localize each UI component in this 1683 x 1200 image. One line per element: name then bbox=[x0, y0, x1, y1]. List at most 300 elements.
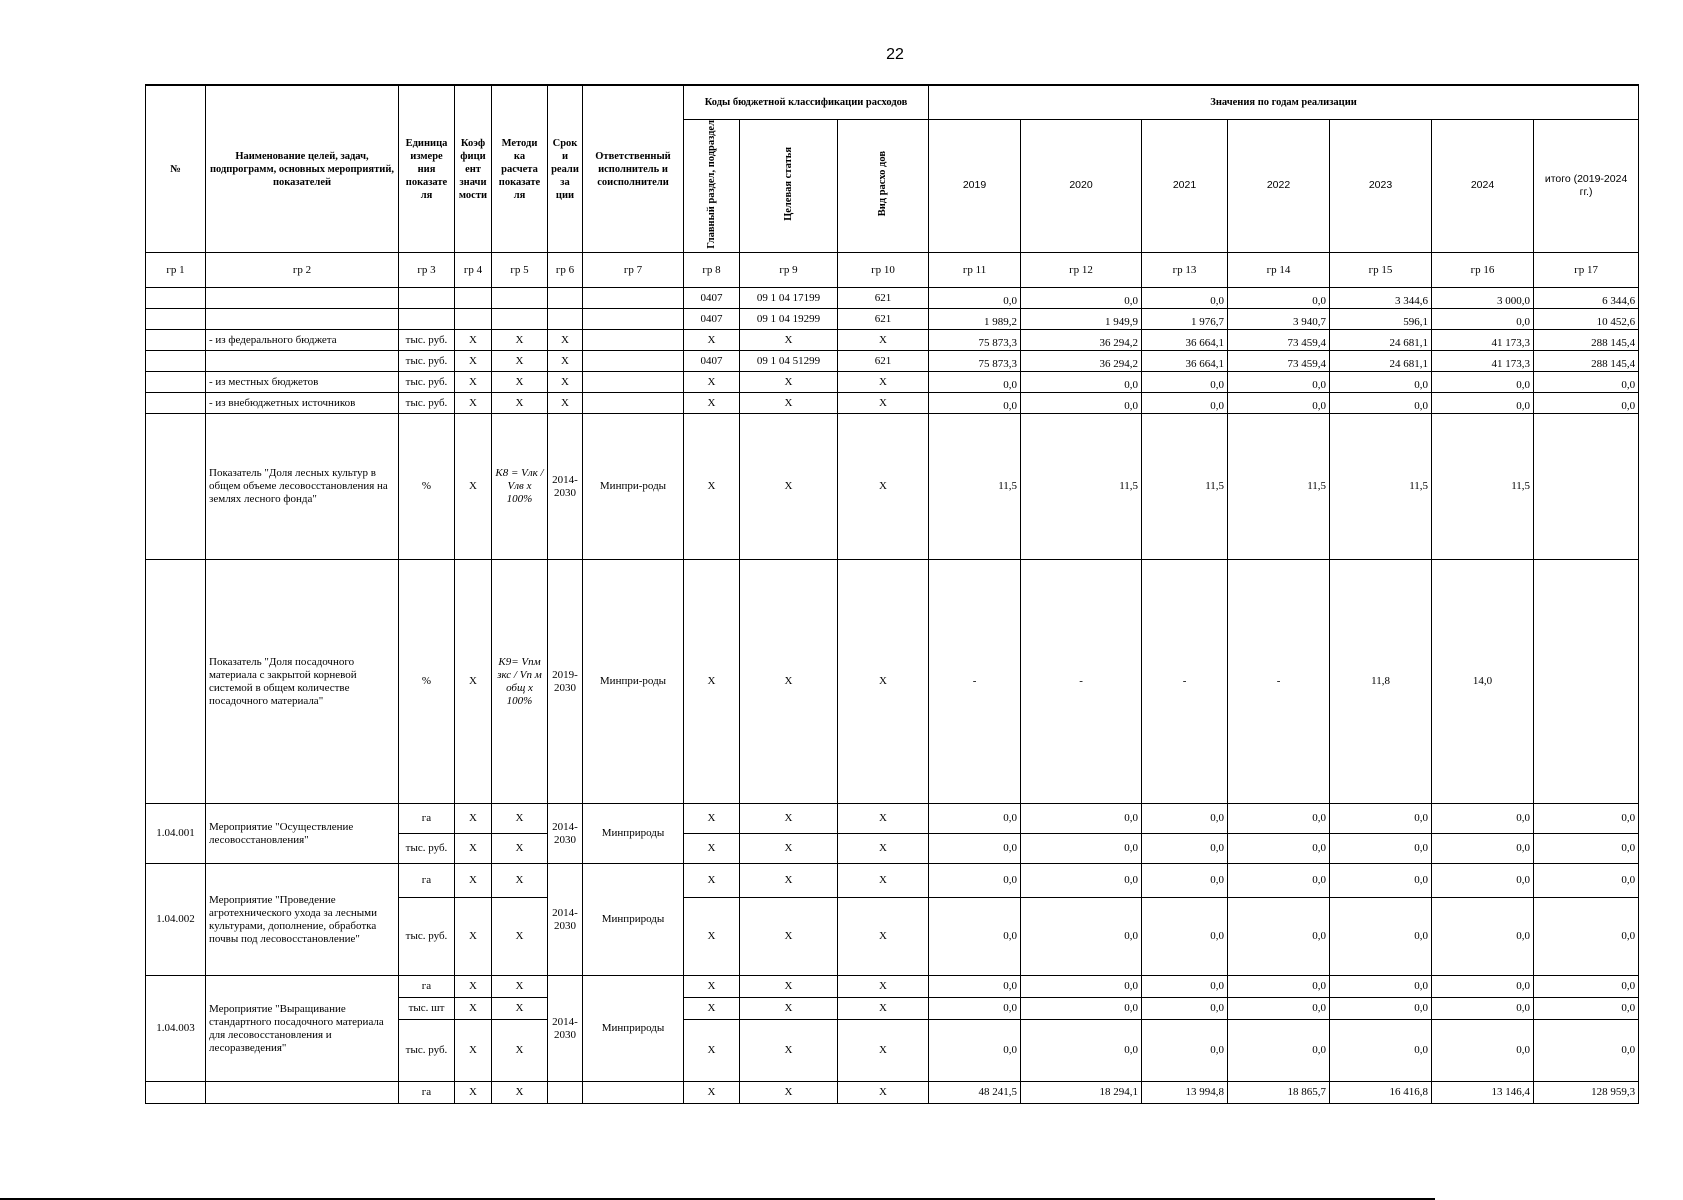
header-year: 2021 bbox=[1142, 119, 1228, 253]
value-cell: 0,0 bbox=[1021, 834, 1142, 864]
table-row bbox=[146, 976, 1639, 998]
article-cell: X bbox=[740, 1020, 838, 1082]
value-cell: 0,0 bbox=[1330, 834, 1432, 864]
value-cell: 0,0 bbox=[1228, 804, 1330, 834]
value-cell: 1 989,2 bbox=[929, 309, 1021, 330]
name-cell: - из внебюджетных источников bbox=[206, 393, 399, 414]
coef-cell: X bbox=[455, 372, 492, 393]
expense-type-cell: X bbox=[838, 1020, 929, 1082]
expense-type-cell: X bbox=[838, 898, 929, 976]
value-cell: 0,0 bbox=[1021, 288, 1142, 309]
code-cell bbox=[146, 372, 206, 393]
method-cell: X bbox=[492, 1020, 548, 1082]
code-cell bbox=[146, 1082, 206, 1104]
value-cell: 0,0 bbox=[929, 864, 1021, 898]
section-cell: X bbox=[684, 976, 740, 998]
unit-cell: тыс. руб. bbox=[399, 330, 455, 351]
article-cell: 09 1 04 19299 bbox=[740, 309, 838, 330]
name-cell: - из местных бюджетов bbox=[206, 372, 399, 393]
unit-cell: тыс. руб. bbox=[399, 834, 455, 864]
method-cell: X bbox=[492, 351, 548, 372]
method-cell: X bbox=[492, 864, 548, 898]
value-cell: 0,0 bbox=[1021, 1020, 1142, 1082]
header-num: № bbox=[146, 85, 206, 253]
header-expense-type-text: Вид расхо дов bbox=[877, 151, 889, 217]
section-cell: X bbox=[684, 330, 740, 351]
measure-code-cell: 1.04.002 bbox=[146, 864, 206, 976]
value-cell: 0,0 bbox=[1228, 393, 1330, 414]
group-number-cell: гр 12 bbox=[1021, 253, 1142, 288]
value-cell: 75 873,3 bbox=[929, 330, 1021, 351]
term-cell: X bbox=[548, 351, 583, 372]
value-cell: 0,0 bbox=[1330, 393, 1432, 414]
group-number-cell: гр 2 bbox=[206, 253, 399, 288]
term-cell: 2014-2030 bbox=[548, 976, 583, 1082]
value-cell: 0,0 bbox=[1228, 288, 1330, 309]
responsible-cell bbox=[583, 330, 684, 351]
expense-type-cell: 621 bbox=[838, 351, 929, 372]
value-cell: 10 452,6 bbox=[1534, 309, 1639, 330]
value-cell bbox=[1534, 560, 1639, 804]
value-cell: 0,0 bbox=[1330, 372, 1432, 393]
term-cell: X bbox=[548, 372, 583, 393]
responsible-cell: Минприроды bbox=[583, 804, 684, 864]
value-cell: 16 416,8 bbox=[1330, 1082, 1432, 1104]
value-cell: 0,0 bbox=[1228, 372, 1330, 393]
header-method: Методи ка расчета показате ля bbox=[492, 85, 548, 253]
group-number-cell: гр 1 bbox=[146, 253, 206, 288]
coef-cell: X bbox=[455, 393, 492, 414]
unit-cell bbox=[399, 309, 455, 330]
value-cell: 0,0 bbox=[1432, 372, 1534, 393]
expense-type-cell: X bbox=[838, 393, 929, 414]
header-budget-codes: Коды бюджетной классификации расходов bbox=[684, 85, 929, 119]
article-cell: X bbox=[740, 372, 838, 393]
value-cell: 48 241,5 bbox=[929, 1082, 1021, 1104]
value-cell: 13 146,4 bbox=[1432, 1082, 1534, 1104]
value-cell: 0,0 bbox=[1432, 1020, 1534, 1082]
code-cell bbox=[146, 414, 206, 560]
expense-type-cell: X bbox=[838, 998, 929, 1020]
header-year: 2024 bbox=[1432, 119, 1534, 253]
value-cell: 0,0 bbox=[1228, 1020, 1330, 1082]
expense-type-cell: X bbox=[838, 330, 929, 351]
responsible-cell: Минпри-роды bbox=[583, 560, 684, 804]
group-number-cell: гр 3 bbox=[399, 253, 455, 288]
expense-type-cell: 621 bbox=[838, 309, 929, 330]
code-cell bbox=[146, 330, 206, 351]
value-cell: 0,0 bbox=[1021, 804, 1142, 834]
section-cell: X bbox=[684, 804, 740, 834]
value-cell: 41 173,3 bbox=[1432, 351, 1534, 372]
value-cell: 24 681,1 bbox=[1330, 351, 1432, 372]
group-number-cell: гр 9 bbox=[740, 253, 838, 288]
term-cell: 2019-2030 bbox=[548, 560, 583, 804]
value-cell: 0,0 bbox=[1534, 804, 1639, 834]
section-cell: 0407 bbox=[684, 351, 740, 372]
term-cell: 2014-2030 bbox=[548, 864, 583, 976]
value-cell: 0,0 bbox=[1021, 372, 1142, 393]
header-section bbox=[684, 119, 740, 253]
value-cell: 41 173,3 bbox=[1432, 330, 1534, 351]
value-cell: 0,0 bbox=[1330, 864, 1432, 898]
coef-cell: X bbox=[455, 998, 492, 1020]
value-cell: 0,0 bbox=[1432, 976, 1534, 998]
value-cell: 0,0 bbox=[1228, 998, 1330, 1020]
group-number-cell: гр 16 bbox=[1432, 253, 1534, 288]
coef-cell: X bbox=[455, 1020, 492, 1082]
group-number-cell: гр 7 bbox=[583, 253, 684, 288]
value-cell: 0,0 bbox=[1142, 976, 1228, 998]
value-cell: 11,5 bbox=[1021, 414, 1142, 560]
value-cell: 0,0 bbox=[1534, 834, 1639, 864]
value-cell: 0,0 bbox=[1021, 976, 1142, 998]
code-cell bbox=[146, 351, 206, 372]
unit-cell: тыс. руб. bbox=[399, 1020, 455, 1082]
value-cell: 0,0 bbox=[1534, 864, 1639, 898]
method-cell bbox=[492, 288, 548, 309]
term-cell: 2014-2030 bbox=[548, 804, 583, 864]
value-cell: 11,5 bbox=[1432, 414, 1534, 560]
method-cell: X bbox=[492, 393, 548, 414]
article-cell: X bbox=[740, 804, 838, 834]
value-cell: 0,0 bbox=[1534, 393, 1639, 414]
expense-type-cell: X bbox=[838, 414, 929, 560]
measure-name-cell: Мероприятие "Выращивание стандартного посадочного материала для лесовосстановления и лесоразведения" bbox=[206, 976, 399, 1082]
value-cell: 11,8 bbox=[1330, 560, 1432, 804]
indicator-name-cell: Показатель "Доля посадочного материала с закрытой корневой системой в общем количестве посадочного материала" bbox=[206, 560, 399, 804]
table-row bbox=[146, 372, 1639, 393]
value-cell: 1 949,9 bbox=[1021, 309, 1142, 330]
header-unit: Единица измере ния показате ля bbox=[399, 85, 455, 253]
section-cell: X bbox=[684, 372, 740, 393]
section-cell: X bbox=[684, 560, 740, 804]
section-cell: X bbox=[684, 1082, 740, 1104]
method-cell bbox=[492, 309, 548, 330]
name-cell bbox=[206, 1082, 399, 1104]
value-cell: 0,0 bbox=[1534, 372, 1639, 393]
header-responsible: Ответственный исполнитель и соисполнители bbox=[583, 85, 684, 253]
value-cell: 0,0 bbox=[1534, 1020, 1639, 1082]
value-cell: 0,0 bbox=[1330, 1020, 1432, 1082]
value-cell: 0,0 bbox=[1330, 976, 1432, 998]
coef-cell: X bbox=[455, 976, 492, 998]
value-cell: 0,0 bbox=[1228, 834, 1330, 864]
section-cell: X bbox=[684, 998, 740, 1020]
coef-cell: X bbox=[455, 560, 492, 804]
value-cell: 0,0 bbox=[1432, 898, 1534, 976]
value-cell: 0,0 bbox=[1021, 898, 1142, 976]
value-cell: - bbox=[1142, 560, 1228, 804]
group-number-row bbox=[146, 253, 1639, 288]
unit-cell bbox=[399, 288, 455, 309]
name-cell bbox=[206, 309, 399, 330]
responsible-cell: Минприроды bbox=[583, 976, 684, 1082]
value-cell: 24 681,1 bbox=[1330, 330, 1432, 351]
section-cell: X bbox=[684, 898, 740, 976]
responsible-cell bbox=[583, 1082, 684, 1104]
header-year-total: итого (2019-2024 гг.) bbox=[1534, 119, 1639, 253]
section-cell: X bbox=[684, 834, 740, 864]
group-number-cell: гр 17 bbox=[1534, 253, 1639, 288]
group-number-cell: гр 14 bbox=[1228, 253, 1330, 288]
table-row bbox=[146, 1082, 1639, 1104]
table-row bbox=[146, 560, 1639, 804]
value-cell: 0,0 bbox=[1228, 864, 1330, 898]
value-cell: 0,0 bbox=[1228, 976, 1330, 998]
value-cell: 36 664,1 bbox=[1142, 351, 1228, 372]
table-body bbox=[146, 253, 1639, 1104]
table-row bbox=[146, 351, 1639, 372]
value-cell: 0,0 bbox=[1432, 864, 1534, 898]
value-cell: 36 664,1 bbox=[1142, 330, 1228, 351]
method-formula-cell: K8 = Vлк / Vлв x 100% bbox=[492, 414, 548, 560]
group-number-cell: гр 11 bbox=[929, 253, 1021, 288]
method-formula-cell: K9= Vпм зкс / Vп м общ х 100% bbox=[492, 560, 548, 804]
value-cell: 0,0 bbox=[1330, 998, 1432, 1020]
article-cell: X bbox=[740, 560, 838, 804]
value-cell: - bbox=[1021, 560, 1142, 804]
value-cell: 36 294,2 bbox=[1021, 330, 1142, 351]
value-cell: 0,0 bbox=[1228, 898, 1330, 976]
section-cell: 0407 bbox=[684, 288, 740, 309]
section-cell: X bbox=[684, 414, 740, 560]
value-cell: 0,0 bbox=[929, 976, 1021, 998]
header-term: Срок и реали за ции bbox=[548, 85, 583, 253]
responsible-cell bbox=[583, 309, 684, 330]
value-cell: 0,0 bbox=[1330, 898, 1432, 976]
table-row bbox=[146, 309, 1639, 330]
value-cell: 11,5 bbox=[929, 414, 1021, 560]
value-cell: 0,0 bbox=[1534, 976, 1639, 998]
value-cell: 1 976,7 bbox=[1142, 309, 1228, 330]
table-row bbox=[146, 330, 1639, 351]
expense-type-cell: X bbox=[838, 834, 929, 864]
responsible-cell bbox=[583, 372, 684, 393]
method-cell: X bbox=[492, 1082, 548, 1104]
section-cell: X bbox=[684, 864, 740, 898]
group-number-cell: гр 10 bbox=[838, 253, 929, 288]
section-cell: X bbox=[684, 1020, 740, 1082]
header-expense-type bbox=[838, 119, 929, 253]
value-cell: 288 145,4 bbox=[1534, 351, 1639, 372]
header-year: 2020 bbox=[1021, 119, 1142, 253]
page-number: 22 bbox=[886, 46, 904, 63]
method-cell: X bbox=[492, 998, 548, 1020]
header-year: 2019 bbox=[929, 119, 1021, 253]
term-cell bbox=[548, 1082, 583, 1104]
value-cell: 0,0 bbox=[1142, 898, 1228, 976]
header-article bbox=[740, 119, 838, 253]
article-cell: X bbox=[740, 1082, 838, 1104]
method-cell: X bbox=[492, 898, 548, 976]
measure-code-cell: 1.04.003 bbox=[146, 976, 206, 1082]
value-cell: 0,0 bbox=[929, 804, 1021, 834]
responsible-cell: Минприроды bbox=[583, 864, 684, 976]
value-cell: 11,5 bbox=[1142, 414, 1228, 560]
responsible-cell: Минпри-роды bbox=[583, 414, 684, 560]
value-cell: 288 145,4 bbox=[1534, 330, 1639, 351]
value-cell bbox=[1534, 414, 1639, 560]
coef-cell: X bbox=[455, 414, 492, 560]
value-cell: 0,0 bbox=[1142, 804, 1228, 834]
term-cell: X bbox=[548, 393, 583, 414]
value-cell: - bbox=[929, 560, 1021, 804]
unit-cell: га bbox=[399, 864, 455, 898]
value-cell: 3 344,6 bbox=[1330, 288, 1432, 309]
code-cell bbox=[146, 309, 206, 330]
coef-cell: X bbox=[455, 330, 492, 351]
section-cell: 0407 bbox=[684, 309, 740, 330]
unit-cell: тыс. шт bbox=[399, 998, 455, 1020]
table-row bbox=[146, 288, 1639, 309]
table-header bbox=[146, 85, 1639, 253]
group-number-cell: гр 5 bbox=[492, 253, 548, 288]
article-cell: X bbox=[740, 330, 838, 351]
value-cell: 3 000,0 bbox=[1432, 288, 1534, 309]
table-row bbox=[146, 393, 1639, 414]
unit-cell: га bbox=[399, 1082, 455, 1104]
term-cell bbox=[548, 288, 583, 309]
budget-table bbox=[145, 84, 1639, 1104]
coef-cell bbox=[455, 309, 492, 330]
unit-cell: тыс. руб. bbox=[399, 351, 455, 372]
article-cell: X bbox=[740, 864, 838, 898]
unit-cell: тыс. руб. bbox=[399, 393, 455, 414]
value-cell: 73 459,4 bbox=[1228, 330, 1330, 351]
value-cell: 0,0 bbox=[1142, 393, 1228, 414]
header-values-by-year: Значения по годам реализации bbox=[929, 85, 1639, 119]
header-coef: Коэф фици ент значи мости bbox=[455, 85, 492, 253]
value-cell: 0,0 bbox=[1432, 309, 1534, 330]
value-cell: 14,0 bbox=[1432, 560, 1534, 804]
method-cell: X bbox=[492, 834, 548, 864]
article-cell: X bbox=[740, 393, 838, 414]
value-cell: 11,5 bbox=[1228, 414, 1330, 560]
unit-cell: % bbox=[399, 560, 455, 804]
measure-name-cell: Мероприятие "Осуществление лесовосстановления" bbox=[206, 804, 399, 864]
unit-cell: тыс. руб. bbox=[399, 898, 455, 976]
value-cell: 0,0 bbox=[1330, 804, 1432, 834]
value-cell: 0,0 bbox=[1534, 998, 1639, 1020]
term-cell bbox=[548, 309, 583, 330]
table-row bbox=[146, 414, 1639, 560]
name-cell bbox=[206, 351, 399, 372]
code-cell bbox=[146, 288, 206, 309]
value-cell: 0,0 bbox=[1142, 998, 1228, 1020]
value-cell: 0,0 bbox=[929, 372, 1021, 393]
responsible-cell bbox=[583, 351, 684, 372]
value-cell: 0,0 bbox=[1432, 393, 1534, 414]
expense-type-cell: X bbox=[838, 560, 929, 804]
header-year: 2022 bbox=[1228, 119, 1330, 253]
term-cell: X bbox=[548, 330, 583, 351]
code-cell bbox=[146, 393, 206, 414]
value-cell: 0,0 bbox=[1021, 998, 1142, 1020]
coef-cell: X bbox=[455, 864, 492, 898]
expense-type-cell: X bbox=[838, 372, 929, 393]
value-cell: 13 994,8 bbox=[1142, 1082, 1228, 1104]
value-cell: 0,0 bbox=[1432, 804, 1534, 834]
value-cell: 0,0 bbox=[929, 998, 1021, 1020]
method-cell: X bbox=[492, 804, 548, 834]
article-cell: X bbox=[740, 998, 838, 1020]
value-cell: 3 940,7 bbox=[1228, 309, 1330, 330]
header-name: Наименование целей, задач, подпрограмм, основных мероприятий, показателей bbox=[206, 85, 399, 253]
unit-cell: % bbox=[399, 414, 455, 560]
group-number-cell: гр 15 bbox=[1330, 253, 1432, 288]
article-cell: X bbox=[740, 976, 838, 998]
coef-cell: X bbox=[455, 834, 492, 864]
expense-type-cell: X bbox=[838, 804, 929, 834]
value-cell: 0,0 bbox=[1021, 864, 1142, 898]
table-row bbox=[146, 804, 1639, 834]
value-cell: 0,0 bbox=[929, 834, 1021, 864]
value-cell: 0,0 bbox=[929, 898, 1021, 976]
value-cell: 73 459,4 bbox=[1228, 351, 1330, 372]
value-cell: 18 865,7 bbox=[1228, 1082, 1330, 1104]
article-cell: 09 1 04 17199 bbox=[740, 288, 838, 309]
expense-type-cell: X bbox=[838, 864, 929, 898]
value-cell: 0,0 bbox=[1142, 372, 1228, 393]
expense-type-cell: X bbox=[838, 1082, 929, 1104]
measure-code-cell: 1.04.001 bbox=[146, 804, 206, 864]
value-cell: 0,0 bbox=[1534, 898, 1639, 976]
article-cell: 09 1 04 51299 bbox=[740, 351, 838, 372]
value-cell: 11,5 bbox=[1330, 414, 1432, 560]
responsible-cell bbox=[583, 288, 684, 309]
value-cell: 0,0 bbox=[1142, 864, 1228, 898]
value-cell: 0,0 bbox=[1142, 834, 1228, 864]
coef-cell: X bbox=[455, 804, 492, 834]
value-cell: 128 959,3 bbox=[1534, 1082, 1639, 1104]
value-cell: 0,0 bbox=[929, 393, 1021, 414]
value-cell: 0,0 bbox=[1142, 1020, 1228, 1082]
unit-cell: тыс. руб. bbox=[399, 372, 455, 393]
expense-type-cell: 621 bbox=[838, 288, 929, 309]
value-cell: 0,0 bbox=[1142, 288, 1228, 309]
unit-cell: га bbox=[399, 976, 455, 998]
group-number-cell: гр 4 bbox=[455, 253, 492, 288]
method-cell: X bbox=[492, 976, 548, 998]
value-cell: 0,0 bbox=[1021, 393, 1142, 414]
indicator-name-cell: Показатель "Доля лесных культур в общем объеме лесовосстановления на землях лесного фонда" bbox=[206, 414, 399, 560]
coef-cell bbox=[455, 288, 492, 309]
name-cell: - из федерального бюджета bbox=[206, 330, 399, 351]
value-cell: 6 344,6 bbox=[1534, 288, 1639, 309]
expense-type-cell: X bbox=[838, 976, 929, 998]
unit-cell: га bbox=[399, 804, 455, 834]
group-number-cell: гр 6 bbox=[548, 253, 583, 288]
responsible-cell bbox=[583, 393, 684, 414]
article-cell: X bbox=[740, 414, 838, 560]
header-year: 2023 bbox=[1330, 119, 1432, 253]
term-cell: 2014-2030 bbox=[548, 414, 583, 560]
group-number-cell: гр 13 bbox=[1142, 253, 1228, 288]
coef-cell: X bbox=[455, 898, 492, 976]
code-cell bbox=[146, 560, 206, 804]
section-cell: X bbox=[684, 393, 740, 414]
measure-name-cell: Мероприятие "Проведение агротехнического ухода за лесными культурами, дополнение, обработка почвы под лесовосстановление" bbox=[206, 864, 399, 976]
value-cell: - bbox=[1228, 560, 1330, 804]
value-cell: 0,0 bbox=[929, 288, 1021, 309]
value-cell: 0,0 bbox=[929, 1020, 1021, 1082]
value-cell: 75 873,3 bbox=[929, 351, 1021, 372]
method-cell: X bbox=[492, 372, 548, 393]
coef-cell: X bbox=[455, 1082, 492, 1104]
header-section-text: Главный раздел, подраздел bbox=[705, 119, 717, 249]
article-cell: X bbox=[740, 898, 838, 976]
